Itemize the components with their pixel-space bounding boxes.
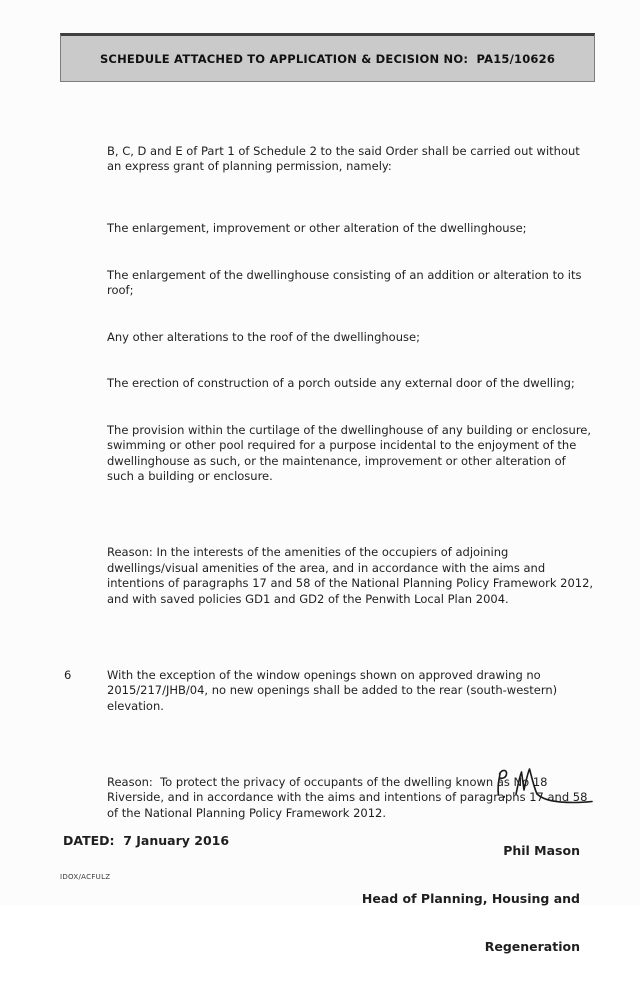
signatory-role-line1: Head of Planning, Housing and: [361, 891, 580, 906]
clause-line: The enlargement, improvement or other alteration of the dwellinghouse;: [107, 221, 527, 235]
document-reference-code: IDOX/ACFULZ: [60, 873, 111, 881]
reason-paragraph: Reason: To protect the privacy of occupants of the dwelling known as No 18 Riverside, and in accordance with the aims and intentions of paragraphs 17 and 58 of the National Planning Policy Framework 2012.: [107, 774, 592, 820]
clause-line: The provision within the curtilage of the dwellinghouse of any building or enclosure, swimming or other pool required for a purpose incidental to the enjoyment of the dwellinghouse as such, or the maintenance, improvement or other alteration of such a building or enclosure.: [107, 422, 595, 483]
clause-line: The erection of construction of a porch outside any external door of the dwelling;: [107, 376, 575, 390]
signature-image: [488, 756, 603, 808]
signatory-name: Phil Mason: [503, 843, 580, 858]
condition-6-row: [64, 668, 595, 715]
signature-stroke: [498, 769, 592, 803]
reason-paragraph: Reason: In the interests of the amenities of the occupiers of adjoining dwellings/visual amenities of the area, and in accordance with the aims and intentions of paragraphs 17 and 58 of the National Planning Policy Framework 2012, and with saved policies GD1 and GD2 of the Penwith Local Plan 2004.: [107, 545, 597, 606]
signature-svg: [488, 756, 603, 808]
condition-continuation-intro: B, C, D and E of Part 1 of Schedule 2 to the said Order shall be carried out without an express grant of planning permission, namely:: [107, 143, 584, 173]
clause-line: Any other alterations to the roof of the dwellinghouse;: [107, 329, 420, 344]
document-title: SCHEDULE ATTACHED TO APPLICATION & DECISION NO: PA15/10626: [99, 51, 556, 66]
schedule-body: [64, 97, 595, 868]
condition-text: With the exception of the window openings shown on approved drawing no 2015/217/JHB/04, no new openings shall be added to the rear (south-western) elevation.: [107, 667, 561, 713]
condition-number: 6: [64, 667, 72, 682]
clause-line: The enlargement of the dwellinghouse consisting of an addition or alteration to its roof;: [107, 267, 586, 297]
dated-label: DATED: 7 January 2016: [63, 833, 230, 848]
signatory-role-line2: Regeneration: [484, 939, 580, 954]
header-banner: [60, 33, 595, 82]
signatory-block: [362, 811, 580, 987]
